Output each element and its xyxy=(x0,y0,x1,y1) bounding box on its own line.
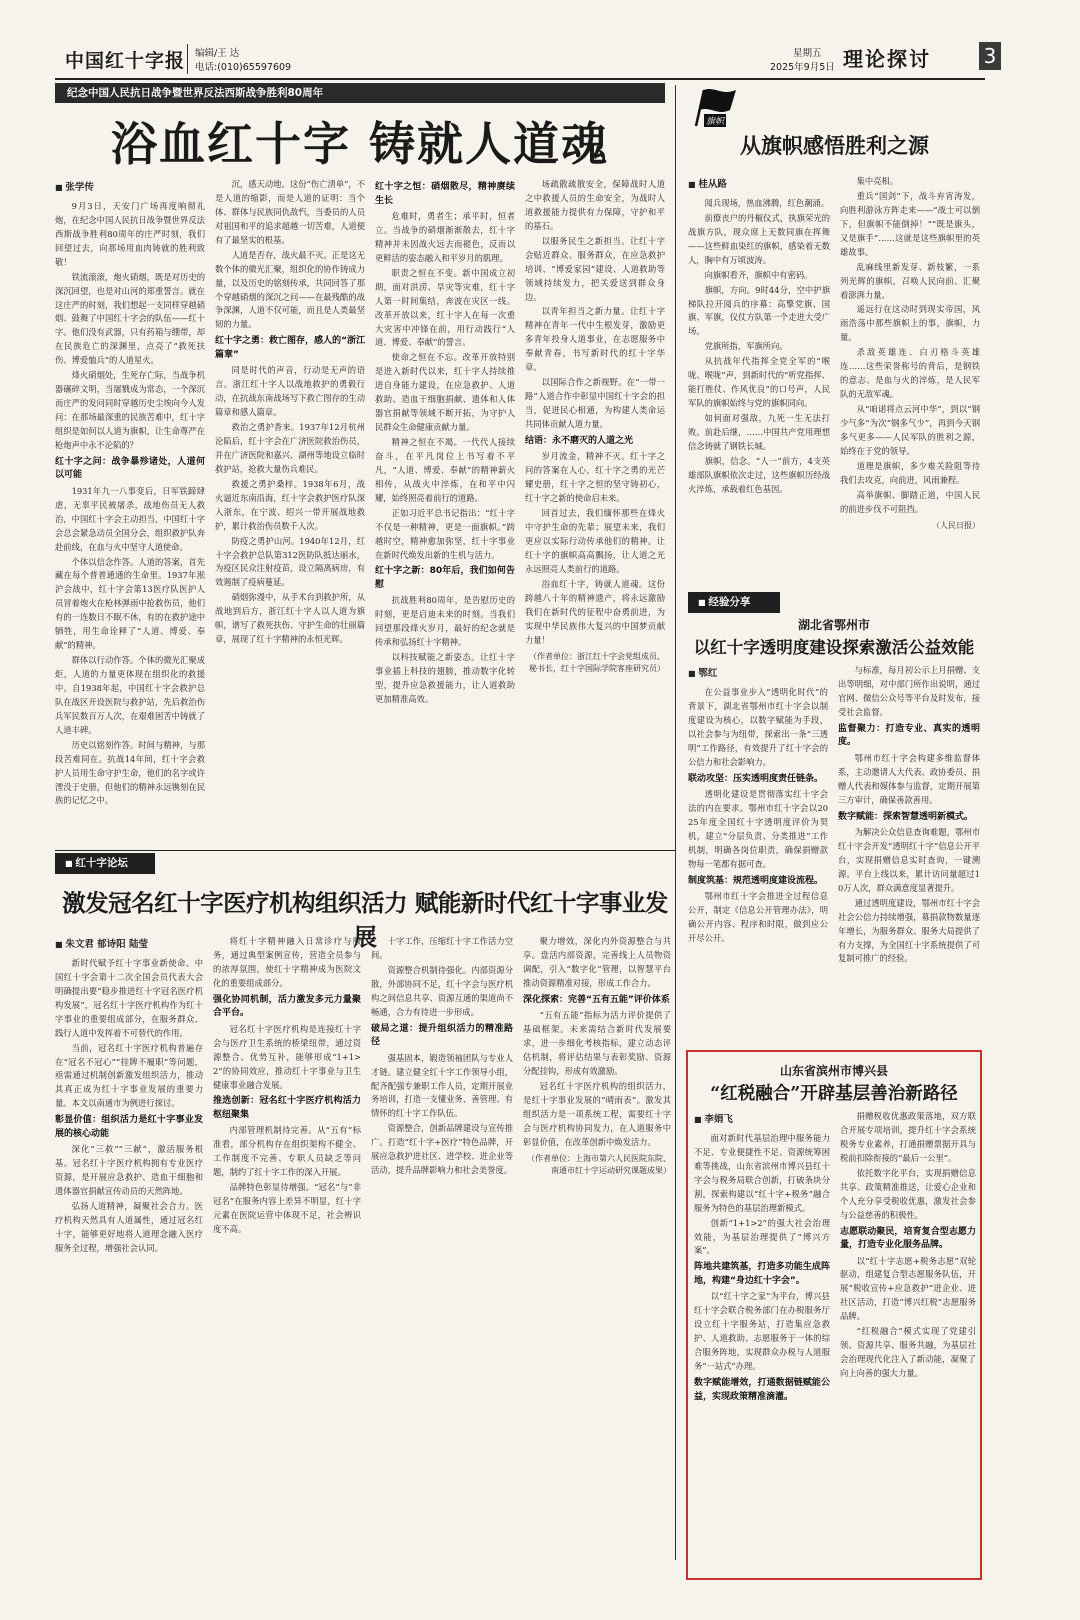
forum-column-4 xyxy=(523,935,671,1575)
shandong-author: ■ 李娟飞 xyxy=(694,1112,830,1128)
subheading: 阵地共建筑基，打造多功能生成阵地，构建“身边红十字会”。 xyxy=(694,1262,830,1286)
flag-column-2-text xyxy=(840,175,980,532)
flag-column-1-text xyxy=(688,197,830,497)
subheading: 推选创新：冠名红十字医疗机构活力枢纽聚集 xyxy=(213,1096,361,1120)
banner-text: 纪念中国人民抗日战争暨世界反法西斯战争胜利80周年 xyxy=(67,87,324,99)
forum-top-rule xyxy=(55,850,675,851)
paragraph: 依托数字化平台，实现捐赠信息共享、政策精准推送，让爱心企业和个人充分享受税收优惠，激发社会参与公益慈善的积极性。 xyxy=(840,1167,976,1220)
forum-column-3-text xyxy=(371,935,513,1178)
shandong-column-1 xyxy=(694,1110,830,1570)
editor-phone: 电话:(010)65597609 xyxy=(195,62,292,73)
lead-column-4-text xyxy=(525,178,665,675)
flag-headline: 从旗帜感悟胜利之源 xyxy=(740,133,929,158)
paragraph: 透明化建设是贯彻落实红十字会法的内在要求。鄂州市红十字会以2025年度全国红十字透明度评价为契机，建立“分层负责、分类推进”工作机制，明确各岗位职责，确保捐赠款物每一笔都有据可查。 xyxy=(688,789,828,869)
experience-bar-label: 经验分享 xyxy=(708,596,751,608)
experience-subtitle: 湖北省鄂州市 xyxy=(797,618,870,632)
paragraph: 杀敌英雄连、白刃格斗英雄连……这些荣誉称号的背后，是钢铁的意志、是血与火的淬炼，是人民军队的无敌军魂。 xyxy=(840,347,980,400)
paragraph: 硝烟弥漫中，从手术台到救护所，从战地到后方，浙江红十字人以人道为旗帜，谱写了救死扶伤、守护生命的壮丽篇章，展现了红十字精神的永恒光辉。 xyxy=(215,592,365,645)
subheading: 红十字之问：战争暴殄诸处，人道何以可能 xyxy=(55,456,205,481)
author-note: （作者单位：上海市第六人民医院东院、南通市红十字运动研究课题成果） xyxy=(527,1153,671,1175)
paragraph: 救援之勇护桑梓。1938年6月，战火逼近东南沿海，红十字会救护医疗队深入浙东，在宁波、绍兴一带开展战地救护，累计救治伤员数千人次。 xyxy=(215,478,365,531)
subheading: 志愿联动聚民，培育复合型志愿力量，打造专业化服务品牌。 xyxy=(840,1226,976,1250)
paragraph: 抗战胜利80周年，是告慰历史的时刻，更是启迪未来的时刻。当我们回望那段烽火岁月，最好的纪念就是传承和弘扬红十字精神。 xyxy=(375,595,515,648)
experience-column-1 xyxy=(688,664,828,1046)
subheading: 数字赋能：探索智慧透明新模式。 xyxy=(838,811,974,822)
forum-column-1 xyxy=(55,935,203,1575)
lead-headline: 浴血红十字 铸就人道魂 xyxy=(110,117,609,171)
paragraph: 从“咱诺将点云河中华”，到以“钢少气多”为次“钢多气少”，再到今天钢多气更多——人民军队的胜利之源，始终在于党的领导。 xyxy=(840,404,980,456)
paragraph: 群体以行动作答。个体的微光汇聚成炬，人道的力量更体现在组织化的救援中。自1938年起，中国红十字会救护总队在战区开设医院与救护站，先后救治伤兵军民数百万人次，在艰难困苦中铸就了人道丰碑。 xyxy=(55,655,205,735)
subheading: 红十字之新：80年后，我们如何告慰 xyxy=(375,566,515,590)
paragraph: 精神之恒在不竭。一代代人接续奋斗，在平凡岗位上书写着不平凡，“人道、博爱、奉献”的精神薪火相传，从战火中淬炼，在和平中闪耀，始终照亮着前行的道路。 xyxy=(375,437,515,503)
paragraph: 通过透明度建设，鄂州市红十字会社会公信力持续增强，募捐款物数量逐年增长，为服务群众、服务大局提供了有力支撑，为全国红十字系统提供了可复制可推广的经验。 xyxy=(838,897,980,964)
lead-column-4 xyxy=(525,178,665,848)
subheading: 破局之道：提升组织活力的精准路径 xyxy=(371,1023,513,1048)
shandong-column-2 xyxy=(840,1110,976,1570)
paragraph: 场疏散疏散安全，保障战时人道之中救援人员的生命安全，为战时人道救援能力提供有力保障，守护和平的基石。 xyxy=(525,179,665,231)
paragraph: 十字工作，压缩红十字工作活力空间。 xyxy=(371,936,513,960)
paragraph: 将红十字精神融入日常诊疗与服务，通过典型案例宣传，营造全员参与的浓厚氛围，使红十字精神成为医院文化的重要组成部分。 xyxy=(213,936,361,988)
subheading: 监督聚力：打造专业、真实的透明度。 xyxy=(838,723,980,748)
paragraph: 同是时代的声音，行动是无声的语言。浙江红十字人以战地救护的勇毅行动，在抗战东南战场写下救亡图存的生动篇章和感人篇章。 xyxy=(215,365,365,418)
paragraph: 鄂州市红十字会构建多维监督体系，主动邀请人大代表、政协委员、捐赠人代表和媒体参与监督，定期开展第三方审计，确保善款善用。 xyxy=(838,752,980,805)
experience-headline: 以红十字透明度建设探索激活公益效能 xyxy=(693,638,975,657)
subheading: 数字赋能增效，打通数据链赋能公益，实现政策精准滴灌。 xyxy=(694,1378,830,1402)
subheading: 联动攻坚：压实透明度责任链条。 xyxy=(688,773,824,784)
paragraph: 以科技赋能之新姿态。让红十字事业插上科技的翅膀，推动数字化转型，提升应急救援能力，让人道救助更加精准高效。 xyxy=(375,652,515,704)
paragraph: 职责之恒在不变。新中国成立初期，面对洪涝、旱灾等灾难，红十字人第一时间集结，奔波在灾区一线。改革开放以来，红十字人在每一次重大灾害中冲锋在前，用行动践行“人道、博爱、奉献”的誓言。 xyxy=(375,267,515,348)
shandong-column-1-text xyxy=(694,1132,830,1404)
paragraph: 使命之恒在不忘。改革开放特别是进入新时代以来，红十字人持续推进自身能力建设，在应急救护、人道救助、造血干细胞捐献、遗体和人体器官捐献等领域不断开拓，为守护人民群众生命健康贡献力量。 xyxy=(375,352,515,433)
paragraph: 冠名红十字医疗机构是连接红十字会与医疗卫生系统的桥梁纽带，通过资源整合、优势互补，能够形成“1+1>2”的协同效应，推动红十字事业与卫生健康事业融合发展。 xyxy=(213,1023,361,1090)
section-name: 理论探讨 xyxy=(843,47,931,71)
paragraph: 救治之勇护香来。1937年12月杭州沦陷后，红十字会在广济医院救治伤员，并在广济医院和嘉兴、湖州等地设立临时救护站，抢救大量伤兵难民。 xyxy=(215,422,365,474)
paragraph: 以“红十字之家”为平台，博兴县红十字会联合税务部门在办税服务厅设立红十字服务站，打造集应急救护、人道救助、志愿服务于一体的综合服务阵地，实现群众办税与人道服务“一站式”办理。 xyxy=(694,1291,830,1372)
paragraph: 在公益事业步入“透明化时代”的背景下，湖北省鄂州市红十字会以制度建设为核心，以数字赋能为手段，以社会参与为纽带，探索出一条“三透明”工作路径，有效提升了红十字会的公信力和社会影响力。 xyxy=(688,686,828,767)
subheading: 红十字之勇：救亡图存，感人的“浙江篇章” xyxy=(215,336,365,360)
paragraph: 个体以信念作答。人道的答案，首先藏在每个普普通通的生命里。1937年淞沪会战中，红十字会第13医疗队医护人员冒着炮火在枪林弹雨中抢救伤员，他们有的一连数日不眠不休，有的在救护途中牺牲，用生命诠释了“人道、博爱、奉献”的精神。 xyxy=(55,556,205,651)
paragraph: 为解决公众信息查询难题，鄂州市红十字会开发“透明红十字”信息公开平台，实现捐赠信息实时查询，一键溯源。平台上线以来，累计访问量超过10万人次，群众满意度显著提升。 xyxy=(838,827,980,893)
lead-column-2 xyxy=(215,178,365,848)
subheading: 制度筑基：规范透明度建设流程。 xyxy=(688,875,824,886)
paragraph: 人道是否存，战火最不灭。正是这无数个体的微光汇聚，组织化的协作铸成力量，以及历史的铭刻传承，共同回答了那个穿越硝烟的深沉之问——在最残酷的战争深渊，人道不仅可能，而且是人类最坚韧的力量。 xyxy=(215,249,365,330)
paragraph: 岁月流金，精神不灭。红十字之问的答案在人心，红十字之勇的光芒耀史册，红十字之恒的坚守铸初心，红十字之新的使命启未来。 xyxy=(525,451,665,504)
paragraph: 乱麻线里新发芽、新枝繁，一系列光辉的旗帜，召唤人民向前、汇聚着澎湃力量。 xyxy=(840,261,980,300)
paragraph: 烽火硝烟处，生死存亡际，当战争机器碾碎文明，当屠戮成为常态，一个深沉而庄严的发问同时穿越历史尘埃向今人发问：在那场最深重的民族苦难中，红十字组织是如何以人道为旗帜，让生命尊严在枪炮声中永不沦陷的？ xyxy=(55,370,205,450)
forum-headline: 激发冠名红十字医疗机构组织活力 赋能新时代红十字事业发展 xyxy=(62,889,668,951)
forum-column-2 xyxy=(213,935,361,1575)
paragraph: 9月3日，天安门广场再度响彻礼炮，在纪念中国人民抗日战争暨世界反法西斯战争胜利80周年的庄严时刻，我们回望过去，向那场用血肉铸就的胜利致敬！ xyxy=(55,200,205,267)
forum-column-4-text xyxy=(523,935,671,1177)
paragraph: 向旗帜看齐，旗帜中有密码。 xyxy=(704,269,813,280)
newspaper-logo: 中国红十字报 xyxy=(65,50,186,72)
paragraph: 资源整合机制待强化。内部资源分散，外部协同不足，红十字会与医疗机构之间信息共享、资源互通的渠道尚不畅通，合力有待进一步形成。 xyxy=(371,964,513,1017)
paragraph: 深化“三救”“三献”，激活服务根基。冠名红十字医疗机构拥有专业医疗资源，是开展应急救护、造血干细胞和遗体器官捐献宣传动员的天然阵地。 xyxy=(55,1144,203,1197)
forum-column-3 xyxy=(371,935,513,1575)
forum-authors: ■ 朱文君 郁诗阳 陆莹 xyxy=(55,937,203,953)
lead-column-1 xyxy=(55,178,205,848)
paragraph: 从抗战年代指挥全党全军的“喉咙、喉咙”声，到新时代的“听党指挥、能打胜仗、作风优良”的口号声，人民军队的旗帜始终与党的旗帜同向。 xyxy=(688,356,830,409)
paragraph: 冠名红十字医疗机构的组织活力，是红十字事业发展的“晴雨表”。激发其组织活力是一项系统工程，需要红十字会与医疗机构协同发力，在人道服务中彰显价值，在改革创新中焕发活力。 xyxy=(523,1080,671,1147)
experience-column-1-text xyxy=(688,686,828,946)
paragraph: 浴血红十字，铸就人道魂。这份跨越八十年的精神遗产，将永远激励我们在新时代的征程中奋勇前进，为实现中华民族伟大复兴的中国梦贡献力量！ xyxy=(525,578,665,645)
paragraph: 正如习近平总书记指出：“红十字不仅是一种精神，更是一面旗帜。”跨越时空，精神愈加弥坚，红十字事业在新时代焕发出新的生机与活力。 xyxy=(375,507,515,560)
paragraph: 党旗所指，军旗所向。 xyxy=(704,341,788,352)
paragraph: 危难时，勇者生；承平时，恒者立。当战争的硝烟渐渐散去，红十字精神并未因战火远去而褪色，反而以更鲜活的姿态融入和平岁月的肌理。 xyxy=(375,211,515,263)
shandong-subtitle: 山东省滨州市博兴县 xyxy=(779,1064,888,1078)
flag-badge-label: 旗帜 xyxy=(704,114,726,127)
paragraph: 回首过去，我们缅怀那些在烽火中守护生命的先辈；展望未来，我们更应以实际行动传承他们的精神。让红十字的旗帜高高飘扬，让人道之光永远照亮人类前行的道路。 xyxy=(525,508,665,574)
weekday: 星期五 xyxy=(793,48,822,59)
author-note: （作者单位：浙江红十字会党组成员、秘书长，红十字国际学院客座研究员） xyxy=(529,651,665,673)
page-number: 3 xyxy=(983,44,997,68)
flag-author: ■ 桂从路 xyxy=(688,177,830,193)
subheading: 结语：永不磨灭的人道之光 xyxy=(525,435,634,446)
flag-column-2 xyxy=(840,175,980,575)
paragraph: “五有五能”指标为活力评价提供了基础框架。未来需结合新时代发展要求，进一步细化考核指标，建立动态评估机制，将评估结果与表彰奖励、资源分配挂钩，形成有效激励。 xyxy=(523,1010,671,1076)
flag-badge xyxy=(690,86,740,130)
paragraph: 强基固本，锻造领袖团队与专业人才链。建立健全红十字工作领导小组，配齐配强专兼职工作人员，定期开展业务培训，打造一支懂业务、善管理、有情怀的红十字工作队伍。 xyxy=(371,1052,513,1119)
flag-column-1 xyxy=(688,175,830,575)
editor-name: 编辑/王 达 xyxy=(195,48,240,59)
paragraph: 集中亮相。 xyxy=(856,176,899,186)
subheading: 红十字之恒：硝烟散尽，精神赓续生长 xyxy=(375,182,515,206)
paragraph: 旗帜，信念。“人一”前方，4支英雄部队旗帜依次走过，这些旗帜历经战火淬炼，承载着红色基因。 xyxy=(688,455,830,494)
paragraph: 面对新时代基层治理中服务能力不足、专业便捷性不足、资源统筹困难等挑战，山东省滨州市博兴县红十字会与税务局联合创新，打破条块分割，探索构建以“红十字+税务”融合服务为特色的基层治理新模式。 xyxy=(694,1132,830,1213)
forum-bar-label: 红十字论坛 xyxy=(75,857,128,869)
anniversary-banner xyxy=(55,83,665,103)
main-vertical-rule xyxy=(675,85,676,1560)
subheading: 深化探索：完善“五有五能”评价体系 xyxy=(523,994,670,1005)
paragraph: 如何面对强敌，九死一生无法打败。前赴后继，……中国共产党用理想信念铸就了钢铁长城。 xyxy=(688,413,830,451)
experience-column-2-text xyxy=(838,664,980,966)
lead-column-3-text xyxy=(375,181,515,707)
paragraph: 重兵“国剑”下，战斗弃宵涛发，向胜利游泳方阵走来——“战士可以倒下，但旗帜不能倒掉！”“既是旗头，又是旗手”……这就是这些旗帜里的英雄故事。 xyxy=(840,190,980,257)
paragraph: 创新“1+1>2”的强大社会治理效能，为基层治理提供了“博兴方案”。 xyxy=(694,1217,830,1256)
paragraph: 以青年担当之新力量。让红十字精神在青年一代中生根发芽，激励更多青年投身人道事业，在志愿服务中奉献青春，书写新时代的红十字华章。 xyxy=(525,306,665,373)
paragraph: 历史以铭刻作答。时间与精神，与那段苦难同在。抗战14年间，红十字会救护人员用生命守护生命，他们的名字或许湮没于史册，但他们的精神永远镌刻在民族的记忆之中。 xyxy=(55,739,205,806)
masthead-rule xyxy=(55,78,985,80)
lead-column-1-text xyxy=(55,200,205,808)
paragraph: 旗帜，方向。9时44分，空中护旗梯队拉开阅兵的序幕：高擎党旗、国旗、军旗，仪仗方队第一个走进大受广场。 xyxy=(688,284,830,337)
paragraph: 铁流滚滚，炮火硝烟，既是对历史的深沉回望，也是对山河的郑重誓言。就在这庄严的时刻，我们想起一支同样穿越硝烟、鼓舞了中国红十字会的队伍——红十字。他们没有武器，只有药箱与绷带，却在民族危亡的深渊里，点亮了“救死扶伤、博爱恤兵”的人道星火。 xyxy=(55,271,205,366)
lead-column-2-text xyxy=(215,178,365,647)
experience-author: ■ 鄂红 xyxy=(688,666,828,682)
paragraph: 新时代赋予红十字事业新使命。中国红十字会第十二次全国会员代表大会明确提出要“稳步推进红十字冠名医疗机构发展”，冠名红十字医疗机构作为红十字事业的重要组成部分，在服务群众、践行人道中发挥着不可替代的作用。 xyxy=(55,957,203,1038)
shandong-headline: “红税融合”开辟基层善治新路径 xyxy=(710,1084,958,1104)
logo-divider xyxy=(187,44,188,74)
paragraph: 道理是旗帜，多少难关险阻等待我们去攻克，向前进，风雨兼程。 xyxy=(840,460,980,485)
page-number-box xyxy=(979,42,1001,70)
paragraph: 当前，冠名红十字医疗机构普遍存在“冠名不冠心”“挂牌不履职”等问题，亟需通过机制创新激发组织活力，推动其真正成为红十字事业发展的重要力量。本文以南通市为例进行探讨。 xyxy=(55,1042,203,1109)
paragraph: 捐赠税收优惠政策落地，双方联合开展专项培训，提升红十字会系统税务专业素养，打通捐赠票据开具与税前扣除衔接的“最后一公里”。 xyxy=(840,1111,976,1163)
paragraph: 以“红十字志愿+税务志愿”双轮驱动，组建复合型志愿服务队伍，开展“税收宣传+应急救护”进企业、进社区活动，打造“博兴红税”志愿服务品牌。 xyxy=(840,1255,976,1322)
lead-author: ■ 张学传 xyxy=(55,180,205,196)
paragraph: 阅兵现场，热血沸腾，红色潮涌。 xyxy=(704,197,830,208)
lead-column-3 xyxy=(375,178,515,848)
paragraph: 1931年九一八事变后，日军铁蹄肆虐，无辜平民被屠杀，战地伤员无人救治，中国红十字会主动担当，中国红十字会总会紧急动员全国分会，组织救护队奔赴前线，在血与火中坚守人道使命。 xyxy=(55,485,205,552)
paragraph: 高举旗帜、脚踏正道，中国人民的前进步伐不可阻挡。 xyxy=(840,489,980,514)
paragraph: 鄂州市红十字会推进全过程信息公开，制定《信息公开管理办法》，明确公开内容、程序和时限，做到应公开尽公开。 xyxy=(688,891,828,944)
paragraph: 遥远行在这动时到现实帝国，风雨浩荡中那些旗帜上的事，旗帜，力量。 xyxy=(840,304,980,343)
paragraph: 内部管理机制待完善。从“五有”标准看，部分机构存在组织架构不健全、工作制度不完善、专职人员缺乏等问题，制约了红十字工作的深入开展。 xyxy=(213,1125,361,1178)
paragraph: 以国际合作之新视野。在“一带一路”人道合作中彰显中国红十字会的担当，促进民心相通，为构建人类命运共同体贡献人道力量。 xyxy=(525,377,665,429)
forum-column-1-text xyxy=(55,957,203,1256)
experience-section-bar xyxy=(688,592,780,613)
paragraph: 资源整合，创新品牌建设与宣传推广。打造“红十字+医疗”特色品牌，开展应急救护进社区、进学校、进企业等活动，提升品牌影响力和社会美誉度。 xyxy=(371,1123,513,1176)
paragraph: 弘扬人道精神，凝聚社会合力。医疗机构天然具有人道属性，通过冠名红十字，能够更好地将人道理念融入医疗服务全过程，增强社会认同。 xyxy=(55,1201,203,1253)
paragraph: 品牌特色彰显待增强。“冠名”与“非冠名”在服务内容上差异不明显，红十字元素在医院运营中体现不足，社会辨识度不高。 xyxy=(213,1182,361,1234)
paragraph: 防疫之勇护山河。1940年12月，红十字会救护总队第312医防队抵达丽水，为疫区民众注射疫苗，设立隔离病房，有效遏制了疫病蔓延。 xyxy=(215,535,365,588)
paragraph: 以服务民生之新担当。让红十字会贴近群众、服务群众，在应急救护培训、“博爱家园”建设、人道救助等领域持续发力，把关爱送到群众身边。 xyxy=(525,235,665,302)
forum-section-bar xyxy=(55,853,155,874)
experience-column-2 xyxy=(838,664,980,1046)
paragraph: 沉，感天动地。这份“伤亡清单”，不是人道的缩影，而是人道的证明：当个体、群体与民族同仇敌忾，当委员的人员对祖国和平的追求超越一切苦难，人道便有了最坚实的根基。 xyxy=(215,179,365,245)
paragraph: “红税融合”模式实现了党建引领、资源共享、服务共融，为基层社会治理现代化注入了新动能，凝聚了向上向善的强大力量。 xyxy=(840,1326,976,1378)
shandong-column-2-text xyxy=(840,1110,976,1381)
forum-column-2-text xyxy=(213,935,361,1237)
masthead xyxy=(55,44,1035,76)
subheading: 强化协同机制，活力激发多元力量聚合平台。 xyxy=(213,994,361,1019)
author-note: （人民日报） xyxy=(932,520,980,530)
paragraph: 前僚丧户的丹椒仪式，执旗荣光的战旗方队，现众席上无数同旗在挥舞——这些鲜血染红的旗帜，感染着无数人，胸中有万顷波涛。 xyxy=(688,212,830,265)
subheading: 彰显价值：组织活力是红十字事业发展的核心动能 xyxy=(55,1115,203,1139)
issue-date: 2025年9月5日 xyxy=(770,62,835,73)
paragraph: 与标准，每月初公示上月捐赠、支出等明细，对中部门所作出说明，通过官网、微信公众号等平台及时发布，接受社会监督。 xyxy=(838,665,980,717)
paragraph: 聚力增效，深化内外资源整合与共享。盘活内部资源，完善线上人员物资调配，引入“数字化”管理，以智慧平台推动资源精准对接，形成工作合力。 xyxy=(523,936,671,988)
